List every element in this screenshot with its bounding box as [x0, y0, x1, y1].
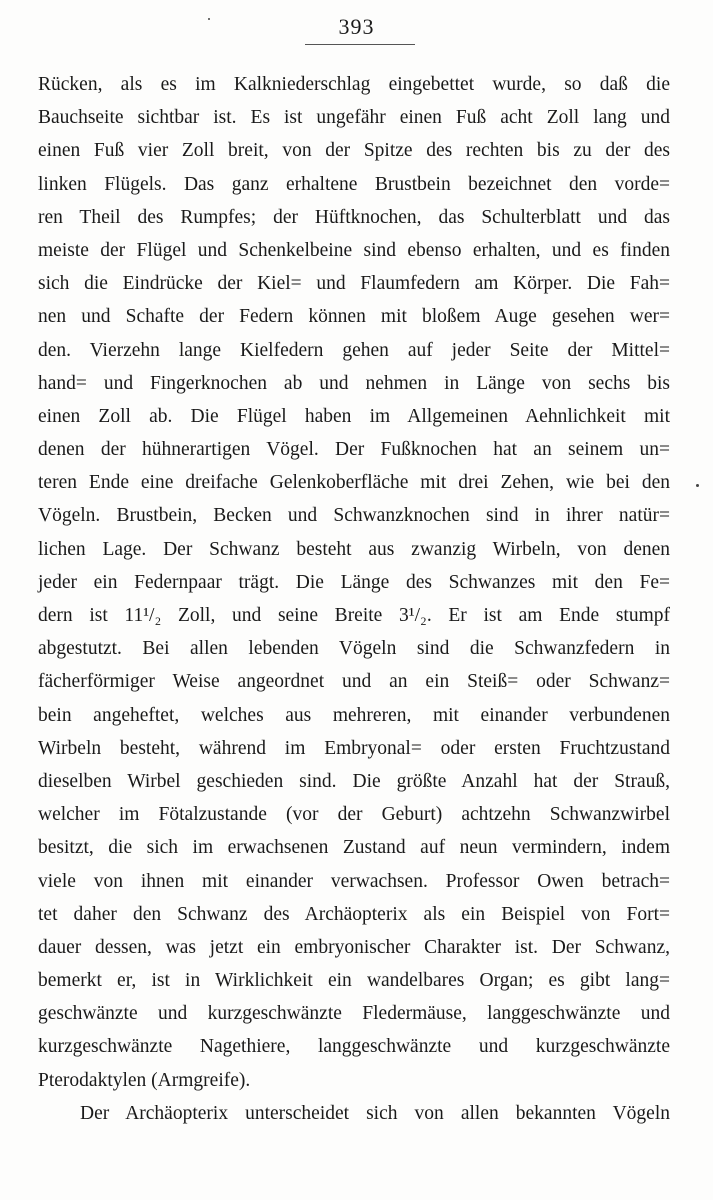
text-line: dauer dessen, was jetzt ein embryonischer Charakter ist. Der Schwanz,: [38, 936, 670, 958]
text-line: besitzt, die sich im erwachsenen Zustand auf neun vermindern, indem: [38, 837, 670, 859]
page-number: 393: [338, 14, 375, 39]
header-rule: [305, 44, 415, 45]
text-line: viele von ihnen mit einander verwachsen. Professor Owen betrach=: [38, 870, 670, 892]
body-text: [38, 68, 670, 1130]
text-line: welcher im Fötalzustande (vor der Geburt) achtzehn Schwanzwirbel: [38, 804, 670, 826]
edge-speck: [696, 484, 699, 487]
text-line: nen und Schafte der Federn können mit bloßem Auge gesehen wer=: [38, 306, 670, 328]
text-line: fächerförmiger Weise angeordnet und an ein Steiß= oder Schwanz=: [38, 671, 670, 693]
text-line: den. Vierzehn lange Kielfedern gehen auf jeder Seite der Mittel=: [38, 339, 670, 361]
text-line: geschwänzte und kurzgeschwänzte Fledermäuse, langgeschwänzte und: [38, 1003, 670, 1025]
text-line: einen Zoll ab. Die Flügel haben im Allgemeinen Aehnlichkeit mit: [38, 405, 670, 427]
text-line: kurzgeschwänzte Nagethiere, langgeschwänzte und kurzgeschwänzte: [38, 1036, 670, 1058]
text-line: tet daher den Schwanz des Archäopterix als ein Beispiel von Fort=: [38, 903, 670, 925]
edge-speck: [208, 18, 210, 20]
text-line: sich die Eindrücke der Kiel= und Flaumfedern am Körper. Die Fah=: [38, 273, 670, 295]
text-line: ren Theil des Rumpfes; der Hüftknochen, das Schulterblatt und das: [38, 206, 670, 228]
text-line: Vögeln. Brustbein, Becken und Schwanzknochen sind in ihrer natür=: [38, 505, 670, 527]
paragraph-end-line: Pterodaktylen (Armgreife).: [38, 1069, 251, 1091]
text-line: meiste der Flügel und Schenkelbeine sind ebenso erhalten, und es finden: [38, 239, 670, 261]
text-line: einen Fuß vier Zoll breit, von der Spitze des rechten bis zu der des: [38, 140, 670, 162]
text-line: lichen Lage. Der Schwanz besteht aus zwanzig Wirbeln, von denen: [38, 538, 670, 560]
text-line: bemerkt er, ist in Wirklichkeit ein wandelbares Organ; es gibt lang=: [38, 970, 670, 992]
text-line: dern ist 11¹/₂ Zoll, und seine Breite 3¹/₂. Er ist am Ende stumpf: [38, 605, 670, 626]
text-line: jeder ein Federnpaar trägt. Die Länge des Schwanzes mit den Fe=: [38, 571, 670, 593]
text-line: Wirbeln besteht, während im Embryonal= oder ersten Fruchtzustand: [38, 737, 670, 759]
text-line: abgestutzt. Bei allen lebenden Vögeln sind die Schwanzfedern in: [38, 638, 670, 660]
text-line: bein angeheftet, welches aus mehreren, mit einander verbundenen: [38, 704, 670, 726]
text-line: Bauchseite sichtbar ist. Es ist ungefähr einen Fuß acht Zoll lang und: [38, 107, 670, 129]
text-line: dieselben Wirbel geschieden sind. Die größte Anzahl hat der Strauß,: [38, 770, 670, 792]
text-line: hand= und Fingerknochen ab und nehmen in Länge von sechs bis: [38, 372, 670, 394]
text-line: denen der hühnerartigen Vögel. Der Fußknochen hat an seinem un=: [38, 439, 670, 461]
paragraph-start-line: Der Archäopterix unterscheidet sich von allen bekannten Vögeln: [80, 1102, 670, 1124]
text-line: teren Ende eine dreifache Gelenkoberfläche mit drei Zehen, wie bei den: [38, 472, 670, 494]
text-line: linken Flügels. Das ganz erhaltene Brustbein bezeichnet den vorde=: [38, 173, 670, 195]
text-line: Rücken, als es im Kalkniederschlag eingebettet wurde, so daß die: [38, 74, 670, 95]
